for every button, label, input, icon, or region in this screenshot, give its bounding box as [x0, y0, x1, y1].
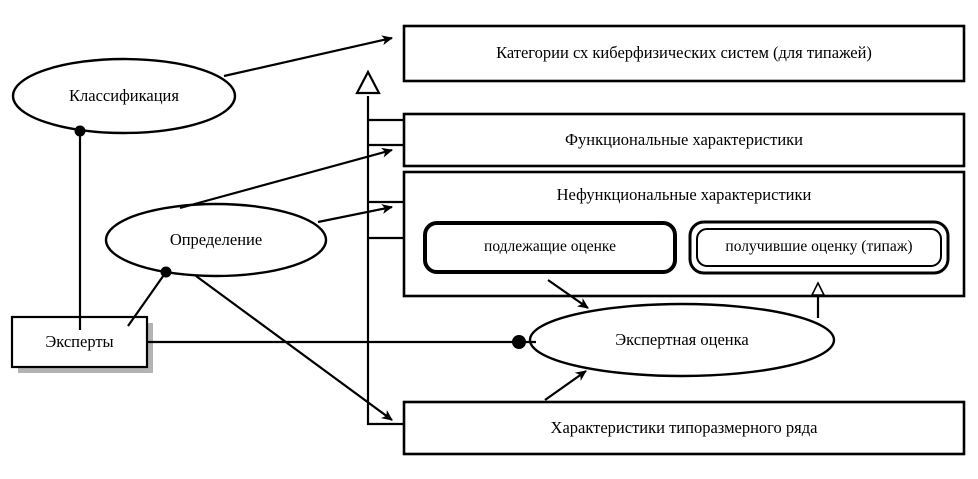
connector-definition-to-functional: [180, 150, 392, 208]
connector-definition-to-nonfunctional: [318, 207, 392, 222]
connector-dot-definition: [161, 267, 172, 278]
connector-generalization-bus: [368, 96, 404, 238]
node-assessed-box-inner: [697, 229, 941, 266]
node-categories-box: [404, 26, 964, 81]
node-definition-ellipse: [106, 204, 326, 276]
node-definition-label: Определение: [169, 229, 263, 249]
node-expert-assessment-ellipse: [530, 304, 834, 376]
node-subject-to-assessment-label: подлежащие оценке: [484, 238, 616, 256]
node-classification-ellipse: [13, 59, 235, 133]
node-nonfunctional-label: Нефункциональные характеристики: [556, 184, 812, 204]
node-subject-to-assessment-box: [425, 223, 675, 272]
connector-dot-classification: [75, 126, 86, 137]
node-expert-assessment-label: Экспертная оценка: [615, 329, 749, 349]
connector-definition-to-size-range: [196, 276, 392, 420]
node-classification-label: Классификация: [69, 85, 179, 105]
node-experts-label: Эксперты: [45, 331, 114, 351]
connector-dot-experts: [512, 335, 526, 349]
connector-generalization-triangle: [357, 72, 379, 93]
connector-classification-to-categories: [224, 38, 392, 76]
node-functional-box: [404, 114, 964, 166]
node-assessed-label: получившие оценку (типаж): [725, 238, 913, 256]
node-categories-label: Категории сх киберфизических систем (для типажей): [496, 42, 872, 62]
node-functional-label: Функциональные характеристики: [564, 129, 804, 149]
node-size-range-box: [404, 402, 964, 454]
connector-bus-lower: [368, 238, 404, 424]
connector-size-range-to-expert-assessment: [545, 371, 586, 400]
node-size-range-label: Характеристики типоразмерного ряда: [550, 417, 818, 437]
